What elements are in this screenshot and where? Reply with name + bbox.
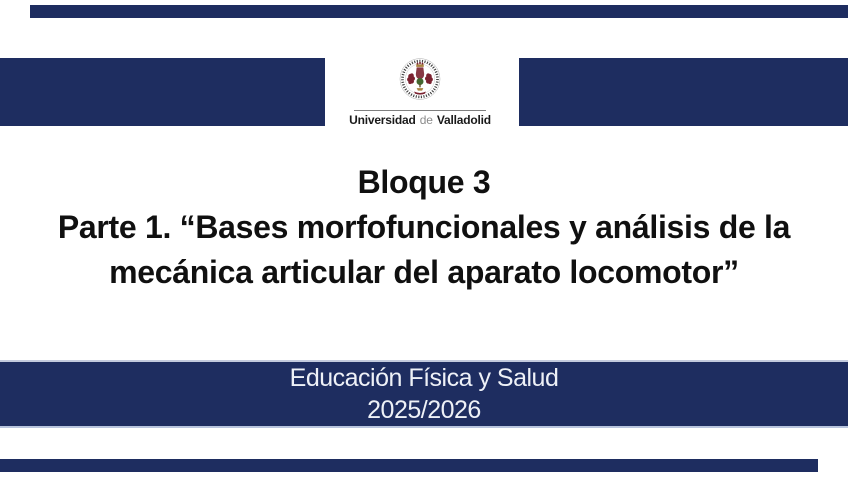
header-bar-left (0, 58, 325, 126)
top-accent-bar (30, 5, 848, 18)
footer-course-title: Educación Física y Salud (289, 364, 559, 392)
footer-band (0, 360, 848, 428)
logo-wordmark (349, 113, 491, 127)
logo-wordmark-valladolid: Valladolid (436, 113, 491, 127)
title-line-2: Parte 1. “Bases morfofuncionales y análisis de la (57, 209, 791, 245)
logo-wordmark-de: de (419, 113, 433, 127)
logo-wordmark-universidad: Universidad (349, 113, 416, 127)
header-bar-right (519, 58, 848, 126)
footer-academic-year: 2025/2026 (367, 396, 481, 424)
bottom-accent-bar (0, 459, 818, 472)
title-line-3: mecánica articular del aparato locomotor” (109, 254, 739, 290)
university-logo (340, 54, 500, 132)
slide-title (0, 160, 848, 295)
logo-divider (354, 110, 486, 111)
university-seal-icon (395, 54, 445, 104)
title-line-1: Bloque 3 (357, 164, 491, 200)
